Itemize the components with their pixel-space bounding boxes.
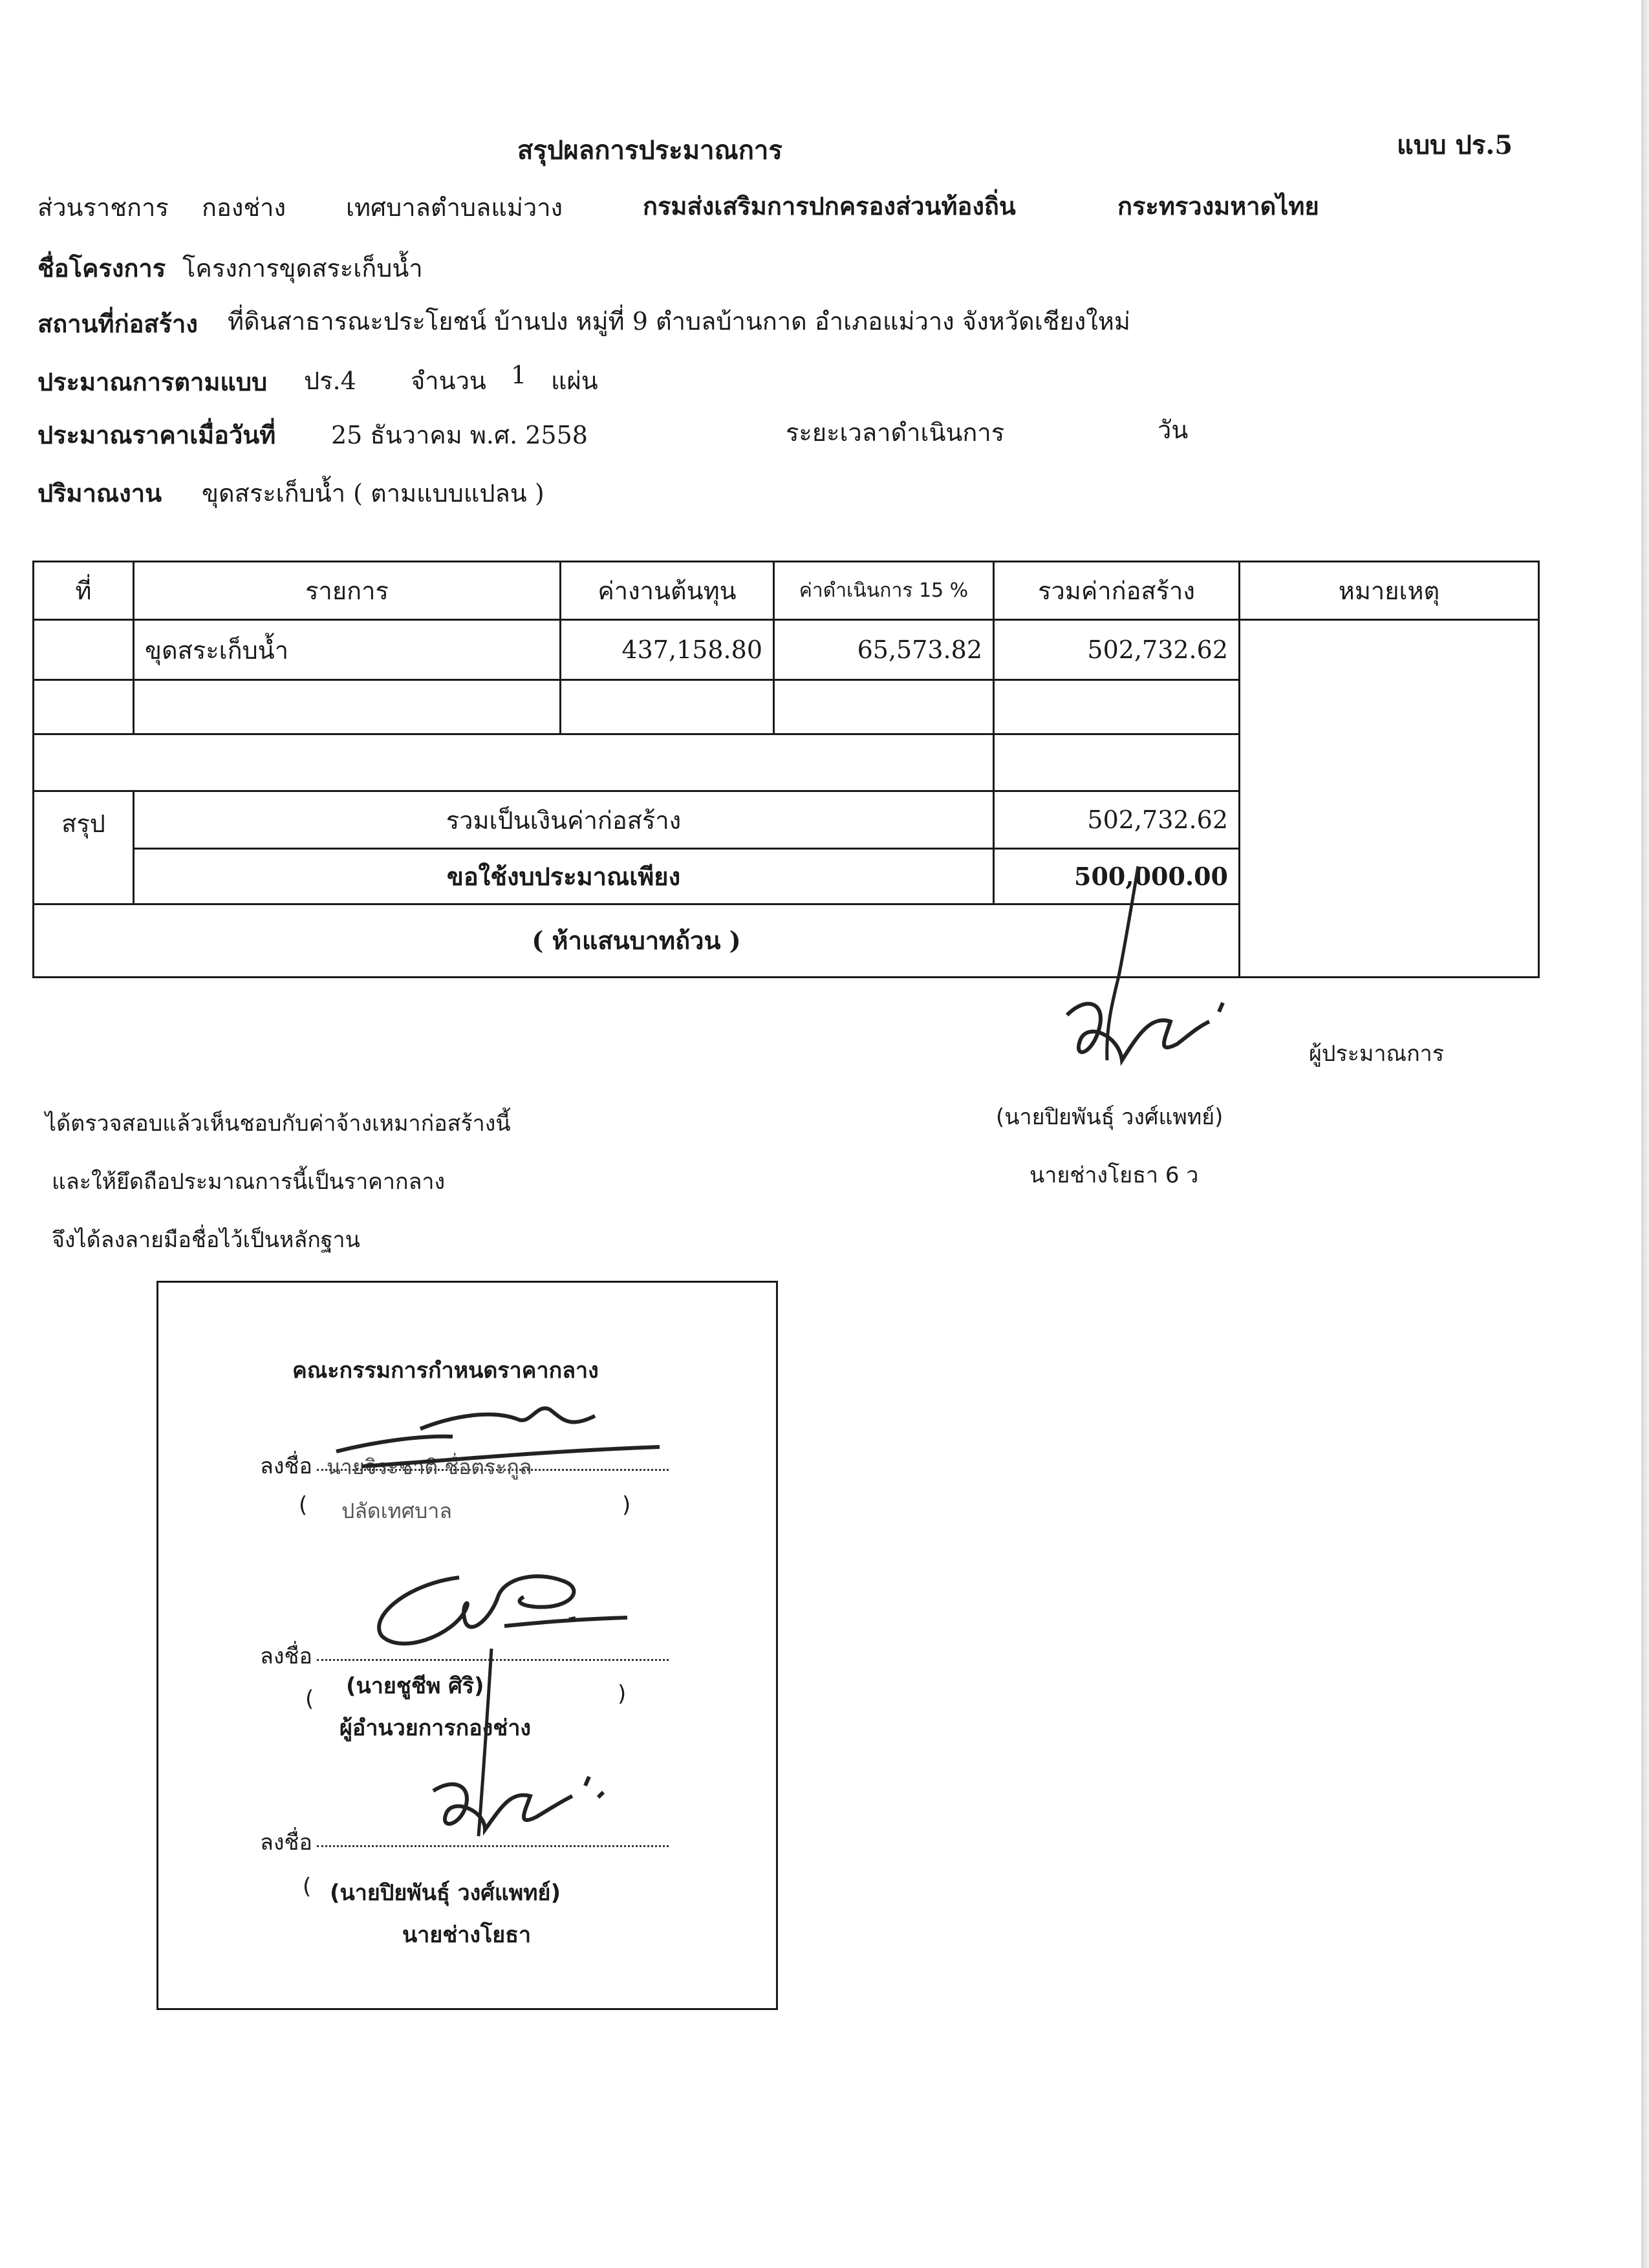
row-cost: 437,158.80 (561, 620, 774, 679)
member-1-position: ปลัดเทศบาล (341, 1499, 452, 1523)
member-3-signature (420, 1746, 634, 1843)
date-value: 25 ธันวาคม พ.ศ. 2558 (331, 421, 588, 449)
header-item: รายการ (134, 562, 561, 620)
budget-value: 500,000.00 (994, 848, 1240, 904)
scan-edge (1641, 0, 1649, 2268)
duration-label: ระยะเวลาดำเนินการ (786, 418, 1005, 447)
statement-line-2: และให้ยึดถือประมาณการนี้เป็นราคากลาง (52, 1169, 446, 1195)
project-label: ชื่อโครงการ (38, 253, 166, 283)
table-row (34, 620, 1539, 679)
signature-stroke (472, 1649, 498, 1843)
header-no: ที่ (34, 562, 134, 620)
count-unit: แผ่น (551, 367, 598, 395)
sign-label-2: ลงชื่อ (260, 1643, 312, 1669)
remarks-cell (1240, 620, 1539, 978)
total-value: 502,732.62 (994, 791, 1240, 848)
ministry: กระทรวงมหาดไทย (1117, 191, 1319, 220)
member-2-name: (นายชูชีพ ศิริ) (346, 1673, 484, 1699)
row-item: ขุดสระเก็บน้ำ (134, 620, 561, 679)
signature-line-3 (317, 1845, 669, 1847)
row-no (34, 620, 134, 679)
summary-label: สรุป (34, 791, 134, 904)
row-fee: 65,573.82 (774, 620, 994, 679)
estimator-position: นายช่างโยธา 6 ว (1029, 1162, 1199, 1188)
estimator-name: (นายปิยพันธุ์ วงศ์แพทย์) (996, 1104, 1223, 1130)
count-value: 1 (511, 361, 527, 389)
committee-title: คณะกรรมการกำหนดราคากลาง (292, 1358, 599, 1384)
member-3-name: (นายปิยพันธุ์ วงศ์แพทย์) (330, 1880, 561, 1906)
document-title: สรุปผลการประมาณการ (517, 135, 782, 166)
form-ref-label: ประมาณการตามแบบ (38, 367, 268, 396)
member-3-position: นายช่างโยธา (402, 1922, 532, 1948)
quantity-value: ขุดสระเก็บน้ำ ( ตามแบบแปลน ) (202, 479, 544, 508)
sign-label-3: ลงชื่อ (260, 1830, 312, 1856)
estimator-signature (1061, 866, 1267, 1086)
statement-line-3: จึงได้ลงลายมือชื่อไว้เป็นหลักฐาน (52, 1227, 360, 1253)
form-ref-value: ปร.4 (304, 367, 356, 395)
header-cost: ค่างานต้นทุน (561, 562, 774, 620)
budget-label: ขอใช้งบประมาณเพียง (134, 848, 994, 904)
open-paren-3: ( (303, 1874, 312, 1899)
open-paren-1: ( (299, 1492, 308, 1518)
member-1-name: นายจิระชาติ ชื่อตระกูล (327, 1455, 532, 1479)
row-total: 502,732.62 (994, 620, 1240, 679)
table-header-row (34, 562, 1539, 620)
header-remarks: หมายเหตุ (1240, 562, 1539, 620)
sign-label-1: ลงชื่อ (260, 1453, 312, 1479)
member-1-signature (323, 1390, 673, 1487)
close-paren-1: ) (622, 1492, 631, 1518)
date-label: ประมาณราคาเมื่อวันที่ (38, 420, 276, 449)
site-label: สถานที่ก่อสร้าง (38, 309, 198, 338)
statement-line-1: ได้ตรวจสอบแล้วเห็นชอบกับค่าจ้างเหมาก่อสร้างนี้ (45, 1111, 511, 1137)
member-2-position: ผู้อำนวยการกองช่าง (339, 1715, 532, 1741)
division: กองช่าง (202, 193, 286, 222)
total-label: รวมเป็นเงินค่าก่อสร้าง (134, 791, 994, 848)
close-paren-2: ) (618, 1681, 627, 1707)
header-fee: ค่าดำเนินการ 15 % (774, 562, 994, 620)
quantity-label: ปริมาณงาน (38, 478, 162, 508)
count-label: จำนวน (411, 367, 486, 395)
header-total: รวมค่าก่อสร้าง (994, 562, 1240, 620)
form-code: แบบ ปร.5 (1397, 130, 1513, 160)
duration-unit: วัน (1158, 416, 1189, 444)
project-name: โครงการขุดสระเก็บน้ำ (182, 254, 423, 283)
amount-words: ( ห้าแสนบาทถ้วน ) (34, 904, 1240, 977)
site-value: ที่ดินสาธารณะประโยชน์ บ้านปง หมู่ที่ 9 ตำบลบ้านกาด อำเภอแม่วาง จังหวัดเชียงใหม่ (228, 307, 1130, 336)
open-paren-2: ( (305, 1686, 314, 1712)
estimator-role: ผู้ประมาณการ (1309, 1041, 1445, 1067)
estimate-table (32, 561, 1540, 978)
municipality: เทศบาลตำบลแม่วาง (346, 193, 563, 222)
agency-label: ส่วนราชการ (38, 193, 169, 222)
department: กรมส่งเสริมการปกครองส่วนท้องถิ่น (643, 191, 1016, 220)
